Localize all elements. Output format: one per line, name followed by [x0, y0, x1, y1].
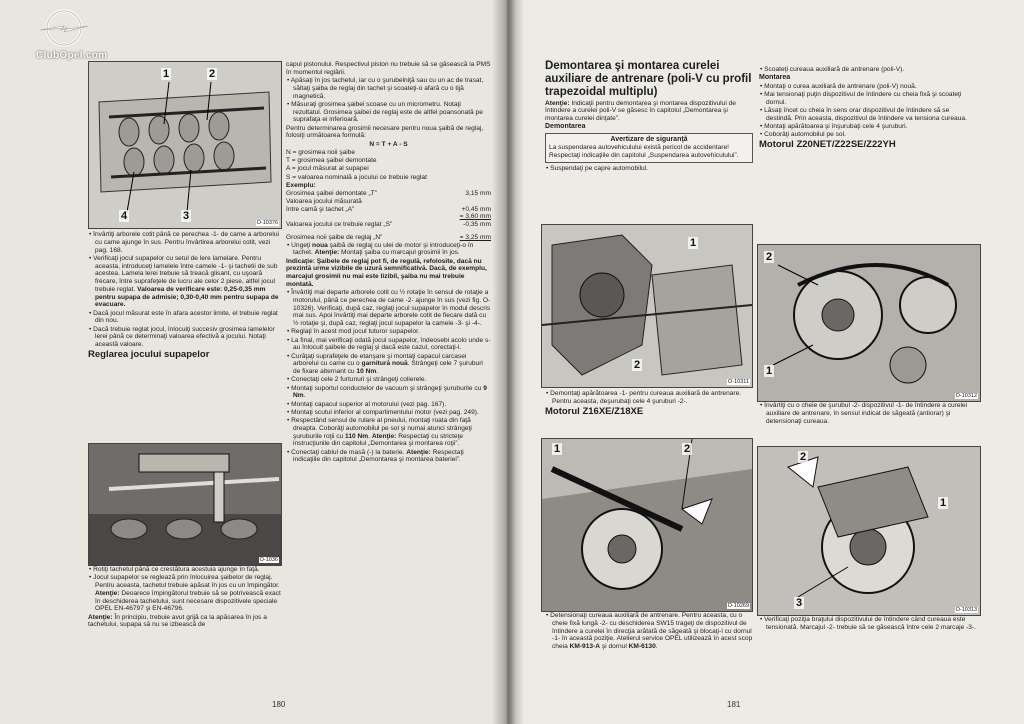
- warning-title: Avertizare de siguranţă: [610, 136, 688, 143]
- example-row: = 3,60 mm: [459, 213, 491, 221]
- example-row: Grosimea noii şaibe de reglaj „N” = 3,25 mm: [286, 233, 491, 241]
- definition: T = grosimea şaibei demontate: [286, 157, 377, 164]
- right-column-2: [759, 66, 977, 242]
- fig5-label-2: 2: [766, 251, 773, 263]
- fig4-label-1: 1: [554, 443, 561, 455]
- bullet: • Dacă trebuie reglat jocul, înlocuiţi succesiv grosimea lamelelor lerei până ce determinaţi valoarea efectivă a jocului. Notaţi această valoare.: [89, 325, 275, 348]
- bullet: • Detensionaţi cureaua auxiliară de antrenare. Pentru aceasta, cu o cheie fixă lungă -2- cu deschiderea SW15 trageţi de dispozitivul de întindere a curelei în direcţia arătată de săgeată şi blocaţi-l cu dornul -1- în această poziţie. Atelierul service OPEL utilizează în acest scop cheia KM-913-A şi dornul KM-6130.: [546, 612, 753, 650]
- fig6-label-3: 3: [796, 597, 803, 609]
- bullet: • Montaţi apărătoarea şi înşurubaţi cele 4 şuruburi.: [760, 122, 908, 130]
- figure-pulleys-z20: [757, 244, 981, 402]
- bullet: • Apăsaţi în jos tachetul, iar cu o şurubelniţă sau cu un ac de trasat, săltaţi şaiba de reglaj din tachet şi scoateţi-o afară cu o tijă magnetică.: [287, 77, 484, 100]
- figure-tensioner-marks: [757, 446, 981, 616]
- fig3-label-1: 1: [690, 237, 697, 249]
- bullet: • Conectaţi cablul de masă (-) la baterie. Atenţie: Respectaţi indicaţiile din capitolul „Demontarea şi montarea bateriei”.: [287, 448, 464, 464]
- fig1-label-4: 4: [121, 210, 128, 222]
- fig3-label-2: 2: [634, 359, 641, 371]
- left-column-2: [286, 61, 491, 701]
- fig4-code: O-10269: [727, 603, 749, 609]
- bullet: • Demontaţi apărătoarea -1- pentru cureaua auxiliară de antrenare. Pentru aceasta, deşurubaţi cele 4 şuruburi -2-.: [546, 390, 742, 405]
- bullet: • Coborâţi automobilul pe sol.: [760, 131, 846, 138]
- bullet: • Montaţi o curea auxiliară de antrenare (poli-V) nouă.: [760, 82, 917, 90]
- fig3-code: O-10311: [728, 379, 749, 385]
- right-page: [509, 0, 1024, 724]
- bullet: • La final, mai verificaţi odată jocul supapelor, îndeosebi acolo unde s-au înlocuit şaibele de reglaj şi dacă este cazul, corectaţi-l.: [287, 336, 491, 352]
- bullet: • Rotiţi tachetul până ce crestătura acestuia ajunge în faţă.: [89, 566, 260, 573]
- opel-lightning-logo-icon: [34, 6, 94, 50]
- fig4-label-2: 2: [684, 443, 691, 455]
- figure-belt-guard: [541, 224, 753, 388]
- belt-guard-image: [542, 225, 752, 387]
- watermark-text: ClubOpel.com: [36, 50, 108, 61]
- example-row: Valoarea jocului măsurată: [286, 197, 362, 205]
- bullet: • Măsuraţi grosimea şaibei scoase cu un micrometru. Notaţi rezultatul. Grosimea şaibei de reglaj este de altfel poansonată pe suprafaţa ei inferioară.: [287, 100, 483, 124]
- bullet: • Dacă jocul măsurat este în afara acestor limite, el trebuie reglat din nou.: [89, 309, 278, 325]
- bullet: • Mai tensionaţi puţin dispozitivul de întindere cu cheia fixă şi scoateţi dornul.: [760, 90, 962, 106]
- right-column-2c: [759, 616, 977, 656]
- bullet: • Respectând sensul de rulare al pneului, montaţi roata din faţă dreapta. Coborâţi automobilul pe sol şi numai atunci strângeţi şuruburile roţii cu 110 Nm. Atenţie: Respectaţi cu stricteţe instrucţiunile din capitolul „Demontarea şi montarea roţii”.: [287, 417, 472, 448]
- bullet: • Montaţi capacul superior al motorului (vezi pag. 167).: [287, 400, 447, 408]
- bullet: • Verificaţi jocul supapelor cu setul de lere lamelare. Pentru aceasta, introduceţi lamelele între camele -1- şi tachetii de sub acestea. Lamela lerei trebuie să treacă glisant, cu uşoară frecare, între suprafeţele de lucru ale celor 2 piese, altfel jocul trebuie reglat. Valoarea de verificare este: 0,25-0,35 mm pentru supapa de admisie; 0,30-0,40 mm pentru supapa de evacuare.: [89, 254, 279, 309]
- fig6-label-1: 1: [940, 497, 947, 509]
- chapter-title: Demontarea şi montarea curelei auxiliare de antrenare (poli-V cu profil trapezoidal multiplu): [545, 60, 752, 98]
- fig1-code: O-10376: [256, 220, 278, 226]
- example-row: Grosimea şaibei demontate „T” 3,15 mm: [286, 190, 491, 197]
- bullet: • Montaţi suportul conductelor de vacuum şi strângeţi şuruburile cu 9 Nm.: [287, 384, 487, 400]
- right-column-1: [545, 60, 753, 228]
- fig6-code: O-10313: [955, 607, 977, 613]
- section-heading-z20: Motorul Z20NET/Z22SE/Z22YH: [759, 139, 896, 151]
- left-page: [0, 0, 507, 724]
- section-heading-z16: Motorul Z16XE/Z18XE: [545, 406, 644, 417]
- left-column-1b: [88, 566, 282, 696]
- subheading-demontarea: Demontarea: [545, 123, 586, 131]
- paragraph: Atenţie: Indicaţii pentru demontarea şi montarea dispozitivului de întindere a curelei poli-V se găsesc în capitolul „Demontarea şi montarea curelei dinţate”.: [545, 99, 736, 122]
- bullet: • Conectaţi cele 2 furtunuri şi strângeţi colierele.: [287, 376, 427, 384]
- bullet: • Lăsaţi încet cu cheia în sens orar dispozitivul de întindere să se destindă. Prin aceasta, dispozitivul de întindere va tensiona cureaua.: [760, 106, 967, 122]
- right-column-1b: [545, 390, 753, 440]
- bullet: • Curăţaţi suprafeţele de etanşare şi montaţi capacul carcasei arborelui cu came cu o garnitură nouă. Strângeţi cele 7 şuruburi de fixare alternant cu 10 Nm.: [287, 352, 483, 375]
- watermark: [14, 6, 114, 60]
- book-spine-shadow: [492, 0, 524, 724]
- indication: Indicaţie: Şaibele de reglaj pot fi, de regulă, refolosite, dacă nu prezintă urme vizibile de uzură semnificativă. Dacă, de exemplu, marcajul grosimii nu mai este lizibil, şaiba nu mai trebuie montată.: [286, 257, 487, 288]
- bullet: • Jocul supapelor se reglează prin înlocuirea şaibelor de reglaj. Pentru aceasta, tachetul trebuie apăsat în jos cu un împingător. Atenţie: Deoarece împingătorul trebuie să se potrivească exact în deschiderea tachetului, sunt necesare dispozitivele speciale OPEL EN-46797 şi EN-46796.: [89, 574, 281, 613]
- warning-text: La suspendarea autovehiculului există pericol de accidentare! Respectaţi indicaţiile din capitolul „Suspendarea autovehiculului”.: [549, 144, 739, 159]
- fig5-code: O-10312: [955, 393, 977, 399]
- bullet: • Ungeţi noua şaibă de reglaj cu ulei de motor şi introduceţi-o în tachet. Atenţie: Montaţi şaiba cu marcajul grosimii în jos.: [287, 241, 474, 257]
- fig5-label-1: 1: [766, 365, 773, 377]
- definition: N = grosimea noii şaibe: [286, 148, 356, 156]
- paragraph: Pentru determinarea grosimii necesare pentru noua şaibă de reglaj, folosiţi următoarea formulă:: [286, 124, 484, 140]
- paragraph: capul pistonului. Respectivul piston nu trebuie să se găsească la PMS în momentul reglării.: [286, 61, 491, 76]
- definition: S = valoarea nominală a jocului ce trebuie reglat: [286, 173, 427, 181]
- safety-warning-box: [545, 133, 753, 163]
- left-column-1: [88, 231, 282, 441]
- bullet: • Verificaţi poziţia braţului dispozitivului de întindere când cureaua este tensionată. Marcajul -2- trebuie să se găsească între cele 2 marcaje -3-.: [760, 616, 977, 631]
- example-row: între camă şi tachet „A” +0,45 mm: [286, 205, 491, 213]
- subheading-montarea: Montarea: [759, 74, 791, 82]
- right-column-1c: [545, 612, 753, 702]
- paragraph: Atenţie: În principiu, trebuie avut grijă ca la apăsarea în jos a tachetului, supapa să nu se izbească de: [88, 613, 267, 629]
- fig6-label-2: 2: [800, 451, 807, 463]
- pulleys-z20-image: [758, 245, 980, 401]
- bullet: • Învârtiţi cu o cheie de şurubul -2- dispozitivul -1- de întindere a curelei auxiliare de antrenare, în sensul indicat de săgeată (antiorar) şi detensionaţi cureaua.: [760, 402, 968, 425]
- bullet: • Suspendaţi pe capre automobilul.: [546, 165, 649, 173]
- page-number-right: 181: [727, 700, 741, 709]
- figure-tensioner-z16: [541, 438, 753, 612]
- definition: A = jocul măsurat al supapei: [286, 165, 369, 173]
- cylinder-head-image: [89, 62, 281, 228]
- section-heading: Reglarea jocului supapelor: [88, 349, 210, 361]
- tensioner-z16-image: [542, 439, 752, 611]
- page-number-left: 180: [272, 700, 286, 709]
- fig1-label-2: 2: [209, 68, 216, 80]
- bullet: • Scoateţi cureaua auxiliară de antrenare (poli-V).: [760, 66, 905, 73]
- bullet: • Învârtiţi arborele cotit până ce perechea -1- de came a arborelui cu came ajunge în sus. Pentru învârtirea arborelui cotit, vezi pag. 168.: [89, 231, 279, 254]
- bullet: • Învârtiţi mai departe arborele cotit cu ½ rotaţie în sensul de rotaţie a motorului, până ce perechea de came -2- ajunge în sus (vezi fig. O-10326). Verificaţi, după caz, reglaţi jocul supapelor în modul descris mai sus. Apoi învârtiţi mai departe arborele cotit de fiecare dată cu ½ rotaţie şi, după caz, reglaţi jocul supapelor la camele -3- şi -4-.: [287, 289, 491, 327]
- fig2-code: O-1036: [259, 557, 278, 563]
- bullet: • Reglaţi în acest mod jocul tuturor supapelor.: [287, 328, 420, 336]
- fig1-label-3: 3: [183, 210, 190, 222]
- right-column-2b: [759, 402, 977, 444]
- example-heading: Exemplu:: [286, 181, 316, 189]
- tappet-tool-image: [89, 444, 281, 565]
- fig1-label-1: 1: [163, 68, 170, 80]
- bullet: • Montaţi scutul inferior al compartimentului motor (vezi pag. 249).: [287, 408, 479, 416]
- tensioner-marks-image: [758, 447, 980, 615]
- formula: N = T + A - S: [369, 140, 408, 148]
- figure-tappet-tool: [88, 443, 282, 566]
- figure-cylinder-head: [88, 61, 282, 229]
- example-row: Valoarea jocului ce trebuie reglat „S” -0,35 mm: [286, 221, 491, 228]
